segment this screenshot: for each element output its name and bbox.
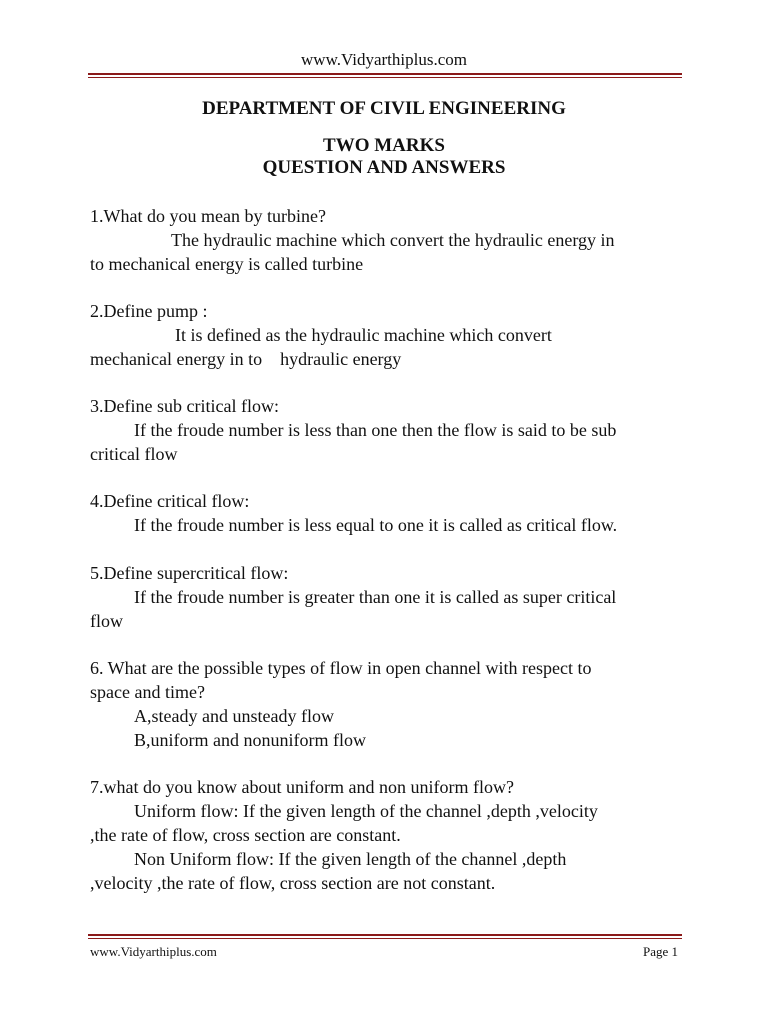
subtitle-two-marks: TWO MARKS [323,135,445,156]
q3-question: 3.Define sub critical flow: [90,396,279,416]
q3-answer-line1: If the froude number is less than one then the flow is said to be sub [134,420,617,440]
q6-question-line1: 6. What are the possible types of flow in open channel with respect to [90,658,592,678]
header-site-url: www.Vidyarthiplus.com [301,50,467,69]
q3-answer-line2: critical flow [90,444,178,464]
q7-nonuniform-line1: Non Uniform flow: If the given length of the channel ,depth [134,849,567,869]
footer-rule [88,934,682,936]
q1-question: 1.What do you mean by turbine? [90,206,326,226]
q5-question: 5.Define supercritical flow: [90,563,289,583]
q7-nonuniform-line2: ,velocity ,the rate of flow, cross section are not constant. [90,873,496,893]
page-number: Page 1 [642,944,678,959]
q4-answer-line1: If the froude number is less equal to one it is called as critical flow. [134,515,618,535]
q7-uniform-line2: ,the rate of flow, cross section are constant. [90,825,401,845]
q2-answer-line2: mechanical energy in to hydraulic energy [90,349,402,369]
q7-question: 7.what do you know about uniform and non uniform flow? [90,777,514,797]
q6-item-b: B,uniform and nonuniform flow [134,730,366,750]
q1-answer-line2: to mechanical energy is called turbine [90,254,364,274]
header-rule [88,73,682,75]
q5-answer-line2: flow [90,611,123,631]
q4-question: 4.Define critical flow: [90,491,250,511]
q2-answer-line1: It is defined as the hydraulic machine which convert [175,325,552,345]
q6-item-a: A,steady and unsteady flow [134,706,334,726]
q1-answer-line1: The hydraulic machine which convert the hydraulic energy in [171,230,615,250]
q6-question-line2: space and time? [90,682,205,702]
subtitle-question-answers: QUESTION AND ANSWERS [262,157,506,178]
header-rule-thin [88,77,682,78]
q7-uniform-line1: Uniform flow: If the given length of the channel ,depth ,velocity [134,801,598,821]
department-title: DEPARTMENT OF CIVIL ENGINEERING [202,98,566,119]
footer-rule-thin [88,938,682,939]
q2-question: 2.Define pump : [90,301,208,321]
footer-site-url: www.Vidyarthiplus.com [90,944,217,959]
q5-answer-line1: If the froude number is greater than one it is called as super critical [134,587,617,607]
